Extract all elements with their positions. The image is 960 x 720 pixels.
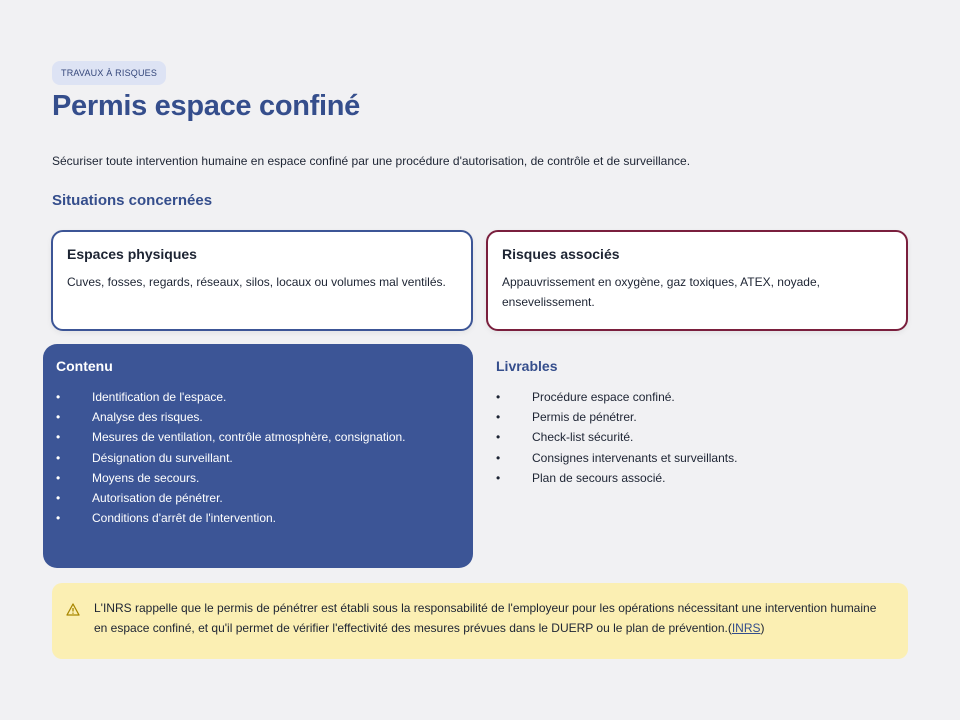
- list-item: • Autorisation de pénétrer.: [56, 488, 460, 508]
- list-item: • Désignation du surveillant.: [56, 448, 460, 468]
- associated-risks-title: Risques associés: [502, 246, 620, 262]
- associated-risks-text: Appauvrissement en oxygène, gaz toxiques, ATEX, noyade, ensevelissement.: [502, 275, 820, 309]
- link-open-paren: (: [727, 621, 732, 635]
- list-item: • Plan de secours associé.: [496, 468, 906, 488]
- inrs-link[interactable]: INRS: [731, 621, 761, 635]
- page-subtitle: Sécuriser toute intervention humaine en espace confiné par une procédure d'autorisation, de contrôle et de surveillance.: [52, 154, 691, 168]
- warning-icon: [66, 603, 80, 616]
- content-list: [56, 387, 460, 528]
- physical-spaces-card: [51, 230, 473, 331]
- physical-spaces-text: Cuves, fosses, regards, réseaux, silos, locaux ou volumes mal ventilés.: [67, 275, 446, 289]
- content-panel: [43, 344, 473, 568]
- inrs-note: [52, 583, 908, 659]
- list-item: • Identification de l'espace.: [56, 387, 460, 407]
- page-title: Permis espace confiné: [52, 90, 361, 122]
- link-close-paren: ): [760, 621, 765, 635]
- list-item: • Procédure espace confiné.: [496, 387, 906, 407]
- content-heading: Contenu: [56, 358, 113, 374]
- list-item: • Permis de pénétrer.: [496, 407, 906, 427]
- list-item: • Conditions d'arrêt de l'intervention.: [56, 508, 460, 528]
- category-badge: TRAVAUX À RISQUES: [52, 61, 166, 85]
- situations-heading: Situations concernées: [52, 192, 213, 209]
- note-body: L'INRS rappelle que le permis de pénétrer est établi sous la responsabilité de l'employeur pour les opérations nécessitant une intervention humaine en espace confiné, et qu'il permet de vérifier l'effectivité des mesures prévues dans le DUERP ou le plan de prévention.: [94, 601, 877, 635]
- deliverables-heading: Livrables: [496, 358, 558, 374]
- list-item: • Moyens de secours.: [56, 468, 460, 488]
- deliverables-list: [496, 387, 906, 488]
- list-item: • Check-list sécurité.: [496, 427, 906, 447]
- list-item: • Mesures de ventilation, contrôle atmosphère, consignation.: [56, 427, 460, 447]
- note-text: [94, 598, 888, 638]
- deliverables-section: [496, 358, 906, 488]
- list-item: • Consignes intervenants et surveillants.: [496, 448, 906, 468]
- physical-spaces-title: Espaces physiques: [67, 246, 197, 262]
- list-item: • Analyse des risques.: [56, 407, 460, 427]
- associated-risks-card: [486, 230, 908, 331]
